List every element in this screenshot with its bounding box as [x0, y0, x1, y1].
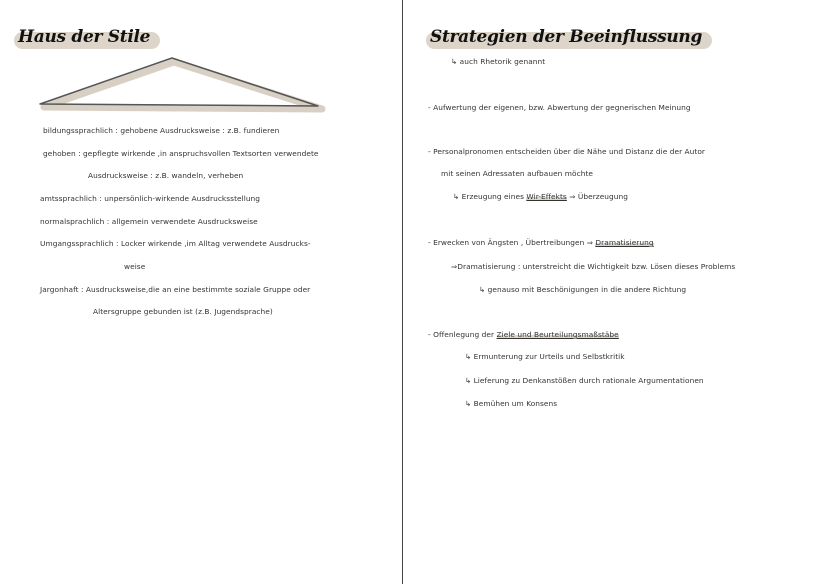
- style-umgangssprachlich-continued: weise: [124, 262, 146, 271]
- style-gehoben-continued: Ausdrucksweise : z.B. wandeln, verheben: [88, 171, 244, 180]
- house-roof-drawing: [30, 52, 326, 114]
- sub-beschoenigungen: ↳ genauso mit Beschönigungen in die andere Richtung: [479, 285, 687, 294]
- bullet-offenlegung: [428, 330, 619, 339]
- ziele-highlight: Ziele und Beurteilungsmaßstäbe: [496, 330, 619, 339]
- sub-wir-effekt-suffix: ⇒ Überzeugung: [569, 192, 628, 201]
- bullet-aengste-text: - Erwecken von Ängsten , Übertreibungen ⇒: [428, 238, 593, 247]
- sub-wir-effekt: [453, 192, 628, 201]
- dramatisierung-highlight: Dramatisierung: [595, 238, 654, 247]
- sub-denkanstoesse: ↳ Lieferung zu Denkanstößen durch rationale Argumentationen: [465, 376, 704, 385]
- style-jargonhaft-continued: Altersgruppe gebunden ist (z.B. Jugendsprache): [93, 307, 273, 316]
- style-amtssprachlich: amtssprachlich : unpersönlich-wirkende Ausdrucksstellung: [40, 194, 261, 203]
- sub-wir-effekt-prefix: ↳ Erzeugung eines: [453, 192, 524, 201]
- style-umgangssprachlich: Umgangssprachlich : Locker wirkende ,im Alltag verwendete Ausdrucks-: [40, 239, 311, 248]
- sub-konsens: ↳ Bemühen um Konsens: [465, 399, 558, 408]
- bullet-offenlegung-text: - Offenlegung der: [428, 330, 495, 339]
- sub-dramatisierung: ⇒Dramatisierung : unterstreicht die Wichtigkeit bzw. Lösen dieses Problems: [451, 262, 736, 271]
- right-page-title: Strategien der Beeinflussung: [428, 25, 708, 49]
- bullet-aengste: [428, 238, 654, 247]
- style-jargonhaft: Jargonhaft : Ausdrucksweise,die an eine bestimmte soziale Gruppe oder: [40, 285, 311, 294]
- bullet-personalpronomen: - Personalpronomen entscheiden über die Nähe und Distanz die der Autor: [428, 147, 706, 156]
- style-normalsprachlich: normalsprachlich : allgemein verwendete Ausdrucksweise: [40, 217, 258, 226]
- style-bildungssprachlich: bildungssprachlich : gehobene Ausdrucksweise : z.B. fundieren: [43, 126, 280, 135]
- wir-effekt-highlight: Wir-Effekts: [526, 192, 567, 201]
- bullet-personalpronomen-continued: mit seinen Adressaten aufbauen möchte: [441, 169, 594, 178]
- note-rhetorik: ↳ auch Rhetorik genannt: [451, 57, 546, 66]
- sub-ermunterung: ↳ Ermunterung zur Urteils und Selbstkritik: [465, 352, 625, 361]
- bullet-aufwertung: - Aufwertung der eigenen, bzw. Abwertung der gegnerischen Meinung: [428, 103, 691, 112]
- style-gehoben: gehoben : gepflegte wirkende ,in anspruchsvollen Textsorten verwendete: [43, 149, 319, 158]
- left-page-title: Haus der Stile: [16, 25, 156, 49]
- page-divider: [402, 0, 403, 584]
